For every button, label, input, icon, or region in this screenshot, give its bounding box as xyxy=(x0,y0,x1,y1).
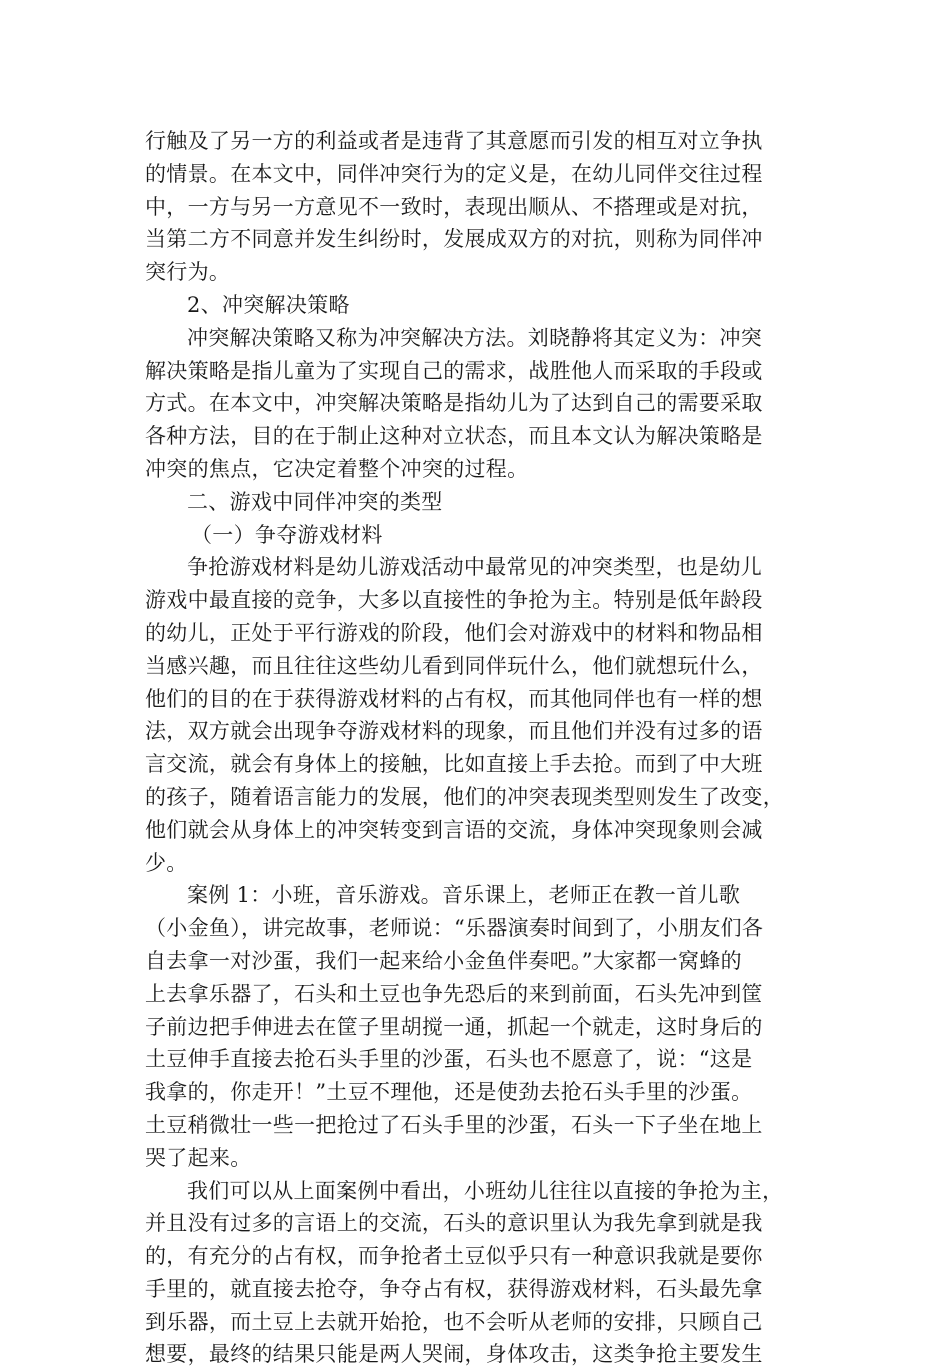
text-line: 手里的，就直接去抢夺，争夺占有权，获得游戏材料，石头最先拿 xyxy=(145,1276,763,1301)
text-line: 方式。在本文中，冲突解决策略是指幼儿为了达到自己的需要采取 xyxy=(145,391,763,416)
text-line: 子前边把手伸进去在筐子里胡搅一通，抓起一个就走，这时身后的 xyxy=(145,1014,763,1039)
text-line: 他们的目的在于获得游戏材料的占有权，而其他同伴也有一样的想 xyxy=(145,686,763,711)
text-line: （小金鱼），讲完故事，老师说：“乐器演奏时间到了，小朋友们各 xyxy=(145,916,764,941)
text-line: 的幼儿，正处于平行游戏的阶段，他们会对游戏中的材料和物品相 xyxy=(145,620,763,645)
text-line: 游戏中最直接的竞争，大多以直接性的争抢为主。特别是低年龄段 xyxy=(145,588,763,613)
text-line: 当感兴趣，而且往往这些幼儿看到同伴玩什么，他们就想玩什么， xyxy=(145,653,763,678)
text-line: 他们就会从身体上的冲突转变到言语的交流，身体冲突现象则会减 xyxy=(145,817,763,842)
text-line: 当第二方不同意并发生纠纷时，发展成双方的对抗，则称为同伴冲 xyxy=(145,227,763,252)
text-line: 的情景。在本文中，同伴冲突行为的定义是，在幼儿同伴交往过程 xyxy=(145,161,763,186)
text-line: 行触及了另一方的利益或者是违背了其意愿而引发的相互对立争执 xyxy=(145,129,763,153)
section-heading: 2、冲突解决策略 xyxy=(187,292,350,317)
text-line: 想要，最终的结果只能是两人哭闹，身体攻击，这类争抢主要发生 xyxy=(145,1342,763,1367)
subsection-heading: （一）争夺游戏材料 xyxy=(191,522,383,547)
text-line: 冲突的焦点，它决定着整个冲突的过程。 xyxy=(145,456,529,481)
text-line: 少。 xyxy=(145,850,188,875)
document-body xyxy=(145,125,817,1371)
text-line: 并且没有过多的言语上的交流，石头的意识里认为我先拿到就是我 xyxy=(145,1211,763,1236)
text-line: 到乐器，而土豆上去就开始抢，也不会听从老师的安排，只顾自己 xyxy=(145,1309,763,1334)
section-heading: 二、游戏中同伴冲突的类型 xyxy=(187,489,443,514)
text-line: 自去拿一对沙蛋，我们一起来给小金鱼伴奏吧。”大家都一窝蜂的 xyxy=(145,948,742,973)
case-heading: 案例 1：小班，音乐游戏。音乐课上，老师正在教一首儿歌 xyxy=(187,883,741,908)
text-line: 的孩子，随着语言能力的发展，他们的冲突表现类型则发生了改变， xyxy=(145,784,784,809)
text-line: 法，双方就会出现争夺游戏材料的现象，而且他们并没有过多的语 xyxy=(145,719,763,744)
text-line: 解决策略是指儿童为了实现自己的需求，战胜他人而采取的手段或 xyxy=(145,358,763,383)
text-line: 争抢游戏材料是幼儿游戏活动中最常见的冲突类型，也是幼儿 xyxy=(187,555,763,580)
text-line: 哭了起来。 xyxy=(145,1145,252,1170)
text-line: 我拿的，你走开！”土豆不理他，还是使劲去抢石头手里的沙蛋。 xyxy=(145,1080,753,1105)
text-line: 中，一方与另一方意见不一致时，表现出顺从、不搭理或是对抗， xyxy=(145,194,763,219)
text-line: 冲突解决策略又称为冲突解决方法。刘晓静将其定义为：冲突 xyxy=(187,325,763,350)
text-line: 的，有充分的占有权，而争抢者土豆似乎只有一种意识我就是要你 xyxy=(145,1244,763,1269)
text-line: 土豆稍微壮一些一把抢过了石头手里的沙蛋，石头一下子坐在地上 xyxy=(145,1112,763,1137)
text-line: 各种方法，目的在于制止这种对立状态，而且本文认为解决策略是 xyxy=(145,424,763,449)
text-line: 我们可以从上面案例中看出，小班幼儿往往以直接的争抢为主， xyxy=(187,1178,784,1203)
text-line: 上去拿乐器了，石头和土豆也争先恐后的来到前面，石头先冲到筐 xyxy=(145,981,763,1006)
text-line: 土豆伸手直接去抢石头手里的沙蛋，石头也不愿意了，说：“这是 xyxy=(145,1047,753,1072)
text-line: 突行为。 xyxy=(145,260,231,285)
text-line: 言交流，就会有身体上的接触，比如直接上手去抢。而到了中大班 xyxy=(145,752,763,777)
